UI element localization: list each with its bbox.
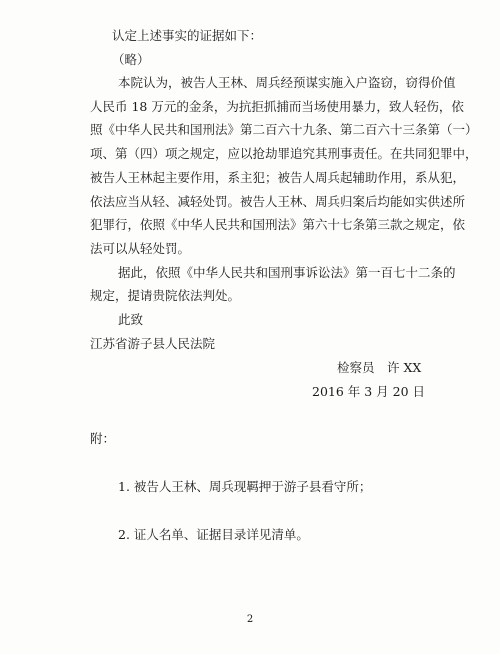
- paragraph-1-line-6: 依法应当从轻、减轻处罚。被告人王林、周兵归案后均能如实供述所: [90, 194, 466, 209]
- appendix-item-2: 2. 证人名单、证据目录详见清单。: [118, 527, 309, 542]
- prosecutor-signature: 检察员 许 XX: [337, 360, 422, 375]
- salutation: 此致: [118, 312, 144, 327]
- document-date: 2016 年 3 月 20 日: [312, 384, 426, 399]
- paragraph-1-line-1: 本院认为，被告人王林、周兵经预谋实施入户盗窃，窃得价值: [118, 75, 456, 90]
- appendix-heading: 附：: [90, 431, 116, 446]
- paragraph-1-line-5: 被告人王林起主要作用，系主犯；被告人周兵起辅助作用，系从犯，: [90, 170, 466, 185]
- court-recipient: 江苏省游子县人民法院: [90, 336, 216, 351]
- evidence-omitted: （略）: [112, 52, 150, 67]
- paragraph-1-line-3: 照《中华人民共和国刑法》第二百六十九条、第二百六十三条第（一）: [90, 122, 478, 137]
- page-number: 2: [246, 614, 254, 625]
- paragraph-1-line-2: 人民币 18 万元的金条，为抗拒抓捕而当场使用暴力，致人轻伤，依: [90, 99, 464, 114]
- paragraph-1-line-4: 项、第（四）项之规定，应以抢劫罪追究其刑事责任。在共同犯罪中，: [90, 146, 478, 161]
- paragraph-1-line-8: 法可以从轻处罚。: [90, 241, 191, 256]
- paragraph-1-line-7: 犯罪行，依照《中华人民共和国刑法》第六十七条第三款之规定，依: [90, 217, 466, 232]
- evidence-heading: 认定上述事实的证据如下：: [112, 28, 263, 43]
- appendix-item-1: 1. 被告人王林、周兵现羁押于游子县看守所；: [118, 479, 372, 494]
- paragraph-2-line-2: 规定，提请贵院依法判处。: [90, 288, 241, 303]
- paragraph-2-line-1: 据此，依照《中华人民共和国刑事诉讼法》第一百七十二条的: [118, 265, 456, 280]
